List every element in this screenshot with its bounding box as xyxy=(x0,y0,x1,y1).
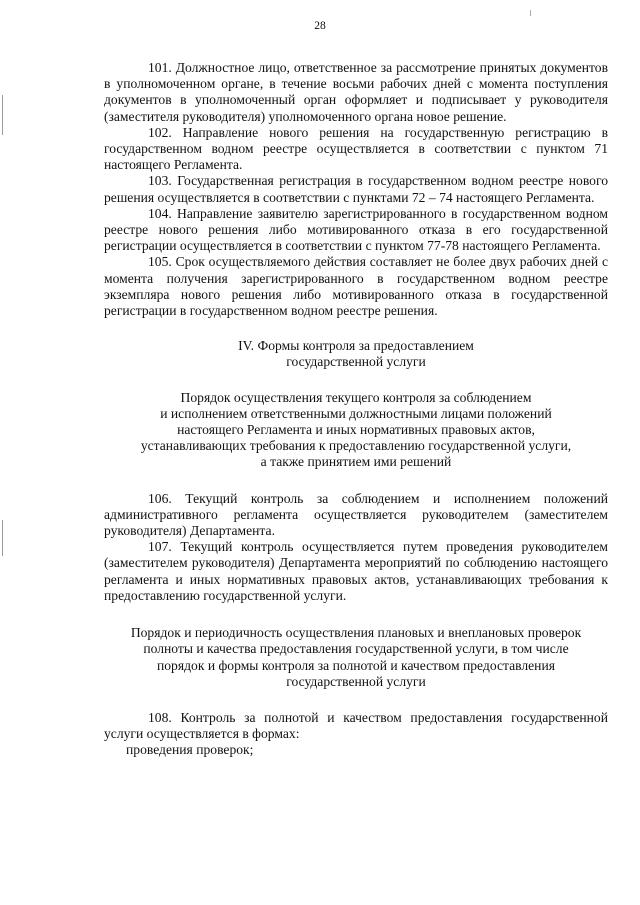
subsection-heading-line: и исполнением ответственными должностными лицами положений xyxy=(160,405,552,421)
page-number: 28 xyxy=(314,20,326,32)
subsection-heading-line: настоящего Регламента и иных нормативных правовых актов, xyxy=(177,422,535,438)
scan-margin-mark xyxy=(2,520,3,556)
subsection-heading-line: а также принятием ими решений xyxy=(260,454,452,470)
section-heading xyxy=(104,338,608,370)
subsection-heading-line: полноты и качества предоставления государственной услуги, в том числе xyxy=(143,641,569,657)
paragraph-104: 104. Направление заявителю зарегистрированного в государственном водном реестре нового решения либо мотивированного отказа в его государственной регистрации осуществляется в соответствии с пунктом 77-78 настоящего Регламента. xyxy=(104,205,608,254)
paragraph-105: 105. Срок осуществляемого действия составляет не более двух рабочих дней с момента получения зарегистрированного в государственном водном реестре экземпляра нового решения либо мотивированного отказа в государственной регистрации в государственном водном реестре решения. xyxy=(104,254,608,319)
subsection-heading-line: порядок и формы контроля за полнотой и качеством предоставления xyxy=(156,657,555,673)
section-heading-line: государственной услуги xyxy=(286,354,426,370)
subsection-heading-current-control xyxy=(104,390,608,471)
paragraph-103: 103. Государственная регистрация в государственном водном реестре нового решения осуществляется в соответствии с пунктами 72 – 74 настоящего Регламента. xyxy=(104,173,608,205)
subsection-heading-inspections xyxy=(104,625,608,690)
document-body xyxy=(104,60,608,759)
list-item: проведения проверок; xyxy=(126,742,254,758)
section-heading-line: IV. Формы контроля за предоставлением xyxy=(238,338,474,354)
paragraph-106: 106. Текущий контроль за соблюдением и исполнением положений административного регламента осуществляется руководителем (заместителем руководителя) Департамента. xyxy=(104,490,608,539)
subsection-heading-line: устанавливающих требования к предоставлению государственной услуги, xyxy=(140,438,572,454)
subsection-heading-line: государственной услуги xyxy=(286,673,426,689)
scan-artifact xyxy=(530,10,531,16)
subsection-heading-line: Порядок осуществления текущего контроля за соблюдением xyxy=(180,389,532,405)
paragraph-108: 108. Контроль за полнотой и качеством предоставления государственной услуги осуществляется в формах: xyxy=(104,709,608,742)
subsection-heading-line: Порядок и периодичность осуществления плановых и внеплановых проверок xyxy=(130,625,582,641)
paragraph-102: 102. Направление нового решения на государственную регистрацию в государственном водном реестре осуществляется в соответствии с пунктом 71 настоящего Регламента. xyxy=(104,124,608,173)
paragraph-107: 107. Текущий контроль осуществляется путем проведения руководителем (заместителем руководителя) Департамента мероприятий по соблюдению настоящего регламента и иных нормативных правовых актов, устанавливающих требования к предоставлению государственной услуги. xyxy=(104,539,608,603)
paragraph-101: 101. Должностное лицо, ответственное за рассмотрение принятых документов в уполномоченном органе, в течение восьми рабочих дней с момента поступления документов в уполномоченный орган оформляет и подписывает у руководителя (заместителя руководителя) уполномоченного органа новое решение. xyxy=(104,60,608,124)
scan-margin-mark xyxy=(2,95,3,135)
